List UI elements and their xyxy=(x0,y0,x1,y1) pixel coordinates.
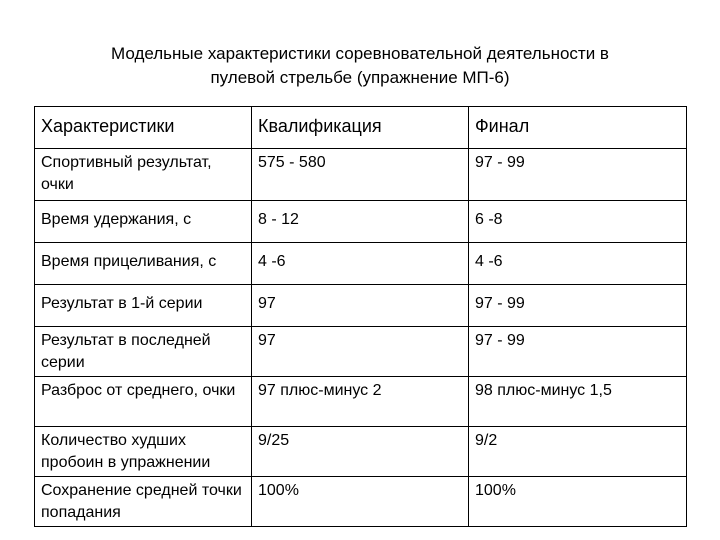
table-row xyxy=(35,427,687,477)
header-final: Финал xyxy=(469,107,687,149)
header-qualification: Квалификация xyxy=(252,107,469,149)
table-row xyxy=(35,377,687,427)
table-row xyxy=(35,201,687,243)
final-value: 97 - 99 xyxy=(469,149,687,201)
header-characteristics: Характеристики xyxy=(35,107,252,149)
table-row xyxy=(35,285,687,327)
table-row xyxy=(35,149,687,201)
table-header-row xyxy=(35,107,687,149)
final-value: 9/2 xyxy=(469,427,687,477)
qualification-value: 8 - 12 xyxy=(252,201,469,243)
page-title xyxy=(40,42,680,90)
qualification-value: 97 xyxy=(252,327,469,377)
title-line-2: пулевой стрельбе (упражнение МП-6) xyxy=(210,68,510,87)
qualification-value: 9/25 xyxy=(252,427,469,477)
qualification-value: 97 плюс-минус 2 xyxy=(252,377,469,427)
final-value: 97 - 99 xyxy=(469,285,687,327)
table-row xyxy=(35,477,687,527)
row-label: Результат в последней серии xyxy=(35,327,252,377)
final-value: 100% xyxy=(469,477,687,527)
final-value: 98 плюс-минус 1,5 xyxy=(469,377,687,427)
table-row xyxy=(35,243,687,285)
qualification-value: 575 - 580 xyxy=(252,149,469,201)
final-value: 97 - 99 xyxy=(469,327,687,377)
row-label: Время удержания, с xyxy=(35,201,252,243)
row-label: Количество худших пробоин в упражнении xyxy=(35,427,252,477)
qualification-value: 97 xyxy=(252,285,469,327)
qualification-value: 100% xyxy=(252,477,469,527)
row-label: Сохранение средней точки попадания xyxy=(35,477,252,527)
characteristics-table xyxy=(34,106,687,527)
row-label: Разброс от среднего, очки xyxy=(35,377,252,427)
final-value: 4 -6 xyxy=(469,243,687,285)
row-label: Результат в 1-й серии xyxy=(35,285,252,327)
row-label: Время прицеливания, с xyxy=(35,243,252,285)
qualification-value: 4 -6 xyxy=(252,243,469,285)
row-label: Спортивный результат, очки xyxy=(35,149,252,201)
table-row xyxy=(35,327,687,377)
final-value: 6 -8 xyxy=(469,201,687,243)
title-line-1: Модельные характеристики соревновательной деятельности в xyxy=(111,44,609,63)
